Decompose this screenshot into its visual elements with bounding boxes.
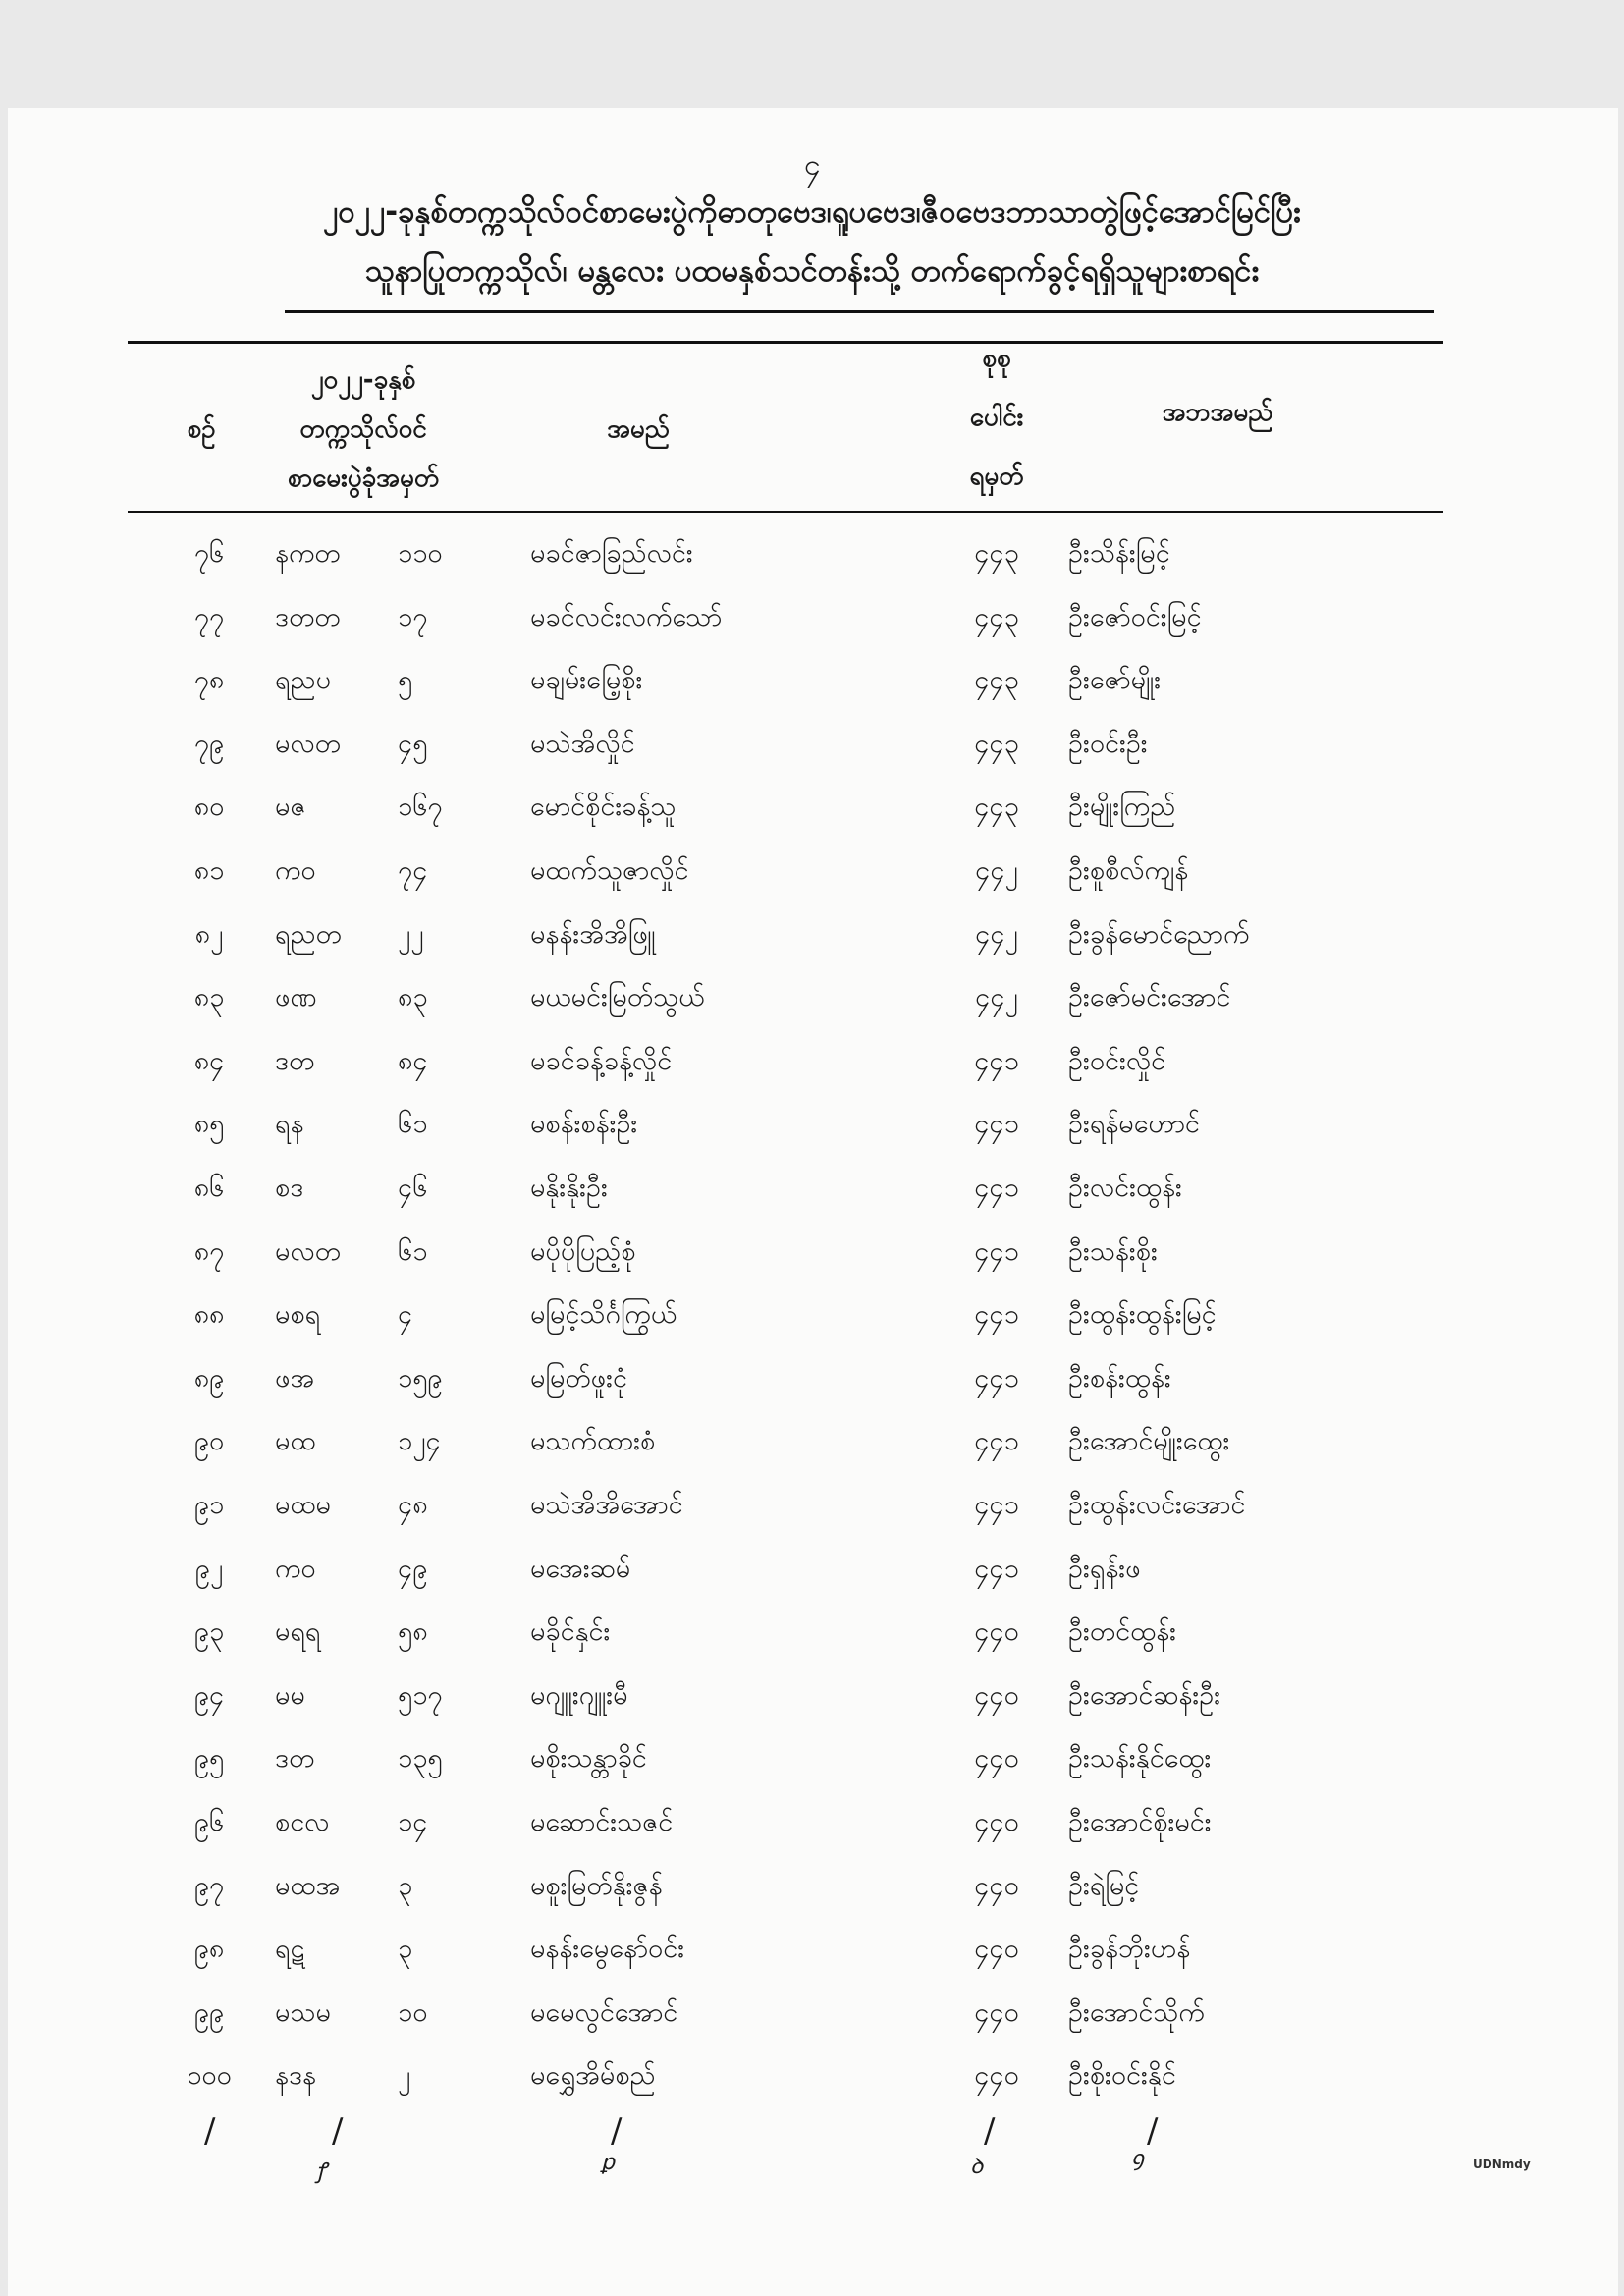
cell-score: ၄၄၀ — [974, 1679, 1019, 1711]
cell-no: ၈၁ — [193, 855, 225, 886]
cell-score: ၄၄၁ — [974, 1173, 1019, 1203]
cell-score: ၄၄၁ — [974, 1299, 1019, 1331]
cell-code: မစရ — [275, 1299, 321, 1331]
signature-initials: ꝯ — [1131, 2147, 1144, 2171]
cell-name: မမြတ်ဖူးငုံ — [530, 1362, 627, 1394]
cell-score: ၄၄၃ — [974, 665, 1019, 696]
cell-name: မစူးမြတ်နိုးဇွန် — [530, 1870, 663, 1901]
cell-number: ၁၁၀ — [398, 538, 443, 569]
cell-code: ရန — [275, 1109, 304, 1140]
cell-number: ၃ — [398, 1870, 413, 1901]
cell-score: ၄၄၀ — [974, 1870, 1019, 1901]
table-row — [0, 776, 1624, 839]
cell-father: ဦးဇော်ဝင်းမြင့် — [1068, 601, 1202, 632]
cell-number: ၆၁ — [398, 1109, 428, 1140]
cell-no: ၇၇ — [193, 601, 225, 632]
cell-father: ဦးဇော်မင်းအောင် — [1068, 982, 1231, 1013]
cell-name: မယမင်းမြတ်သွယ် — [530, 982, 705, 1013]
cell-code: ဖအ — [275, 1362, 315, 1394]
cell-no: ၉၂ — [194, 1553, 224, 1584]
cell-name: မချမ်းမြေ့စိုး — [530, 665, 643, 696]
signature-initials: ꝑ — [601, 2151, 615, 2175]
cell-name: မသဲအိအိအောင် — [530, 1490, 683, 1520]
cell-number: ၅၁၇ — [398, 1679, 443, 1711]
title-rule — [285, 310, 1434, 313]
table-row — [0, 1030, 1624, 1093]
table-row — [0, 840, 1624, 902]
table-row — [0, 649, 1624, 712]
cell-no: ၁၀၀ — [187, 2060, 232, 2092]
cell-father: ဦးအောင်သိုက် — [1068, 1996, 1205, 2028]
cell-name: မအေးဆမ် — [530, 1553, 631, 1584]
table-row — [0, 903, 1624, 966]
cell-score: ၄၄၃ — [974, 792, 1019, 823]
cell-code: မရရ — [275, 1616, 321, 1648]
signature-mark: / — [984, 2111, 996, 2151]
cell-number: ၇၄ — [398, 855, 428, 886]
cell-father: ဦးခွန်မောင်ညောက် — [1068, 918, 1250, 950]
cell-name: မစိုးသန္တာခိုင် — [530, 1743, 647, 1775]
cell-father: ဦးသိန်းမြင့် — [1068, 538, 1170, 569]
cell-father: ဦးသန်းစိုး — [1068, 1235, 1158, 1267]
cell-no: ၉၁ — [193, 1490, 225, 1520]
cell-no: ၇၆ — [193, 538, 225, 569]
cell-no: ၉၀ — [193, 1426, 225, 1457]
cell-father: ဦးရှန်းဖ — [1068, 1553, 1141, 1584]
table-row — [0, 522, 1624, 585]
cell-father: ဦးဝင်းလှိုင် — [1068, 1045, 1166, 1076]
cell-no: ၉၉ — [193, 1996, 225, 2028]
cell-father: ဦးမျိုးကြည် — [1068, 792, 1176, 823]
cell-father: ဦးလင်းထွန်း — [1068, 1173, 1182, 1203]
cell-father: ဦးဝင်းဦး — [1068, 728, 1148, 759]
cell-number: ၁၇ — [398, 601, 428, 632]
cell-score: ၄၄၁ — [974, 1426, 1019, 1457]
cell-code: နကတ — [275, 538, 341, 569]
cell-code: မလတ — [275, 728, 342, 759]
cell-father: ဦးအောင်စိုးမင်း — [1068, 1807, 1212, 1837]
cell-no: ၉၈ — [193, 1934, 225, 1965]
cell-father: ဦးရန်မဟောင် — [1068, 1109, 1200, 1140]
header-score-1: စုစု — [982, 344, 1011, 373]
cell-father: ဦးတင်ထွန်း — [1068, 1616, 1177, 1648]
cell-number: ၈၃ — [398, 982, 428, 1013]
table-row — [0, 1601, 1624, 1664]
header-father: အဘအမည် — [1162, 398, 1273, 427]
header-name: အမည် — [607, 414, 670, 444]
cell-name: မခင်ခန့်ခန့်လှိုင် — [530, 1045, 673, 1076]
signature-mark: / — [1147, 2111, 1159, 2151]
cell-code: ဒတ — [275, 1045, 315, 1076]
signature-initials: ꝭ — [316, 2159, 327, 2184]
cell-code: ကဝ — [275, 855, 316, 886]
cell-number: ၄၆ — [398, 1173, 428, 1203]
page-number: ၄ — [803, 148, 821, 183]
cell-code: စငလ — [275, 1807, 330, 1837]
cell-name: မဂျူးဂျူးမီ — [530, 1679, 628, 1711]
cell-number: ၂၂ — [398, 918, 424, 950]
header-no: စဉ် — [187, 414, 216, 444]
header-top-rule — [128, 341, 1443, 344]
header-score-3: ရမှတ် — [969, 462, 1024, 491]
cell-name: မဆောင်းသဇင် — [530, 1807, 674, 1837]
table-row — [0, 1918, 1624, 1981]
cell-father: ဦးထွန်းထွန်းမြင့် — [1068, 1299, 1217, 1331]
cell-name: မထက်သူဇာလှိုင် — [530, 855, 689, 886]
signature-mark: / — [332, 2111, 344, 2151]
cell-name: မမေလွင်အောင် — [530, 1996, 678, 2028]
header-roll-3: စာမေးပွဲခုံအမှတ် — [287, 464, 440, 493]
cell-number: ၄၅ — [398, 728, 428, 759]
cell-no: ၈၀ — [193, 792, 225, 823]
cell-code: မထအ — [275, 1870, 341, 1901]
cell-no: ၇၉ — [193, 728, 225, 759]
table-row — [0, 1410, 1624, 1473]
cell-number: ၄၉ — [398, 1553, 428, 1584]
cell-score: ၄၄၀ — [974, 1616, 1019, 1648]
cell-father: ဦးသန်းနိုင်ထွေး — [1068, 1743, 1212, 1775]
signature-mark: / — [611, 2111, 623, 2151]
cell-no: ၉၆ — [193, 1807, 225, 1837]
cell-no: ၈၃ — [193, 982, 225, 1013]
cell-no: ၈၇ — [193, 1235, 225, 1267]
cell-no: ၈၉ — [193, 1362, 225, 1394]
cell-code: ရညတ — [275, 918, 342, 950]
table-row — [0, 1538, 1624, 1601]
cell-name: မနန်းအိအိဖြူ — [530, 918, 656, 950]
cell-score: ၄၄၀ — [974, 1996, 1019, 2028]
cell-code: မသမ — [275, 1996, 331, 2028]
table-row — [0, 1474, 1624, 1537]
cell-no: ၈၄ — [193, 1045, 225, 1076]
table-row — [0, 1982, 1624, 2045]
cell-number: ၂ — [398, 2060, 411, 2092]
table-row — [0, 1791, 1624, 1854]
cell-father: ဦးဇော်မျိုး — [1068, 665, 1162, 696]
cell-no: ၉၅ — [193, 1743, 225, 1775]
cell-score: ၄၄၁ — [974, 1235, 1019, 1267]
cell-name: မနိုးနိုးဦး — [530, 1173, 608, 1203]
cell-score: ၄၄၀ — [974, 2060, 1019, 2092]
cell-score: ၄၄၂ — [975, 982, 1018, 1013]
cell-score: ၄၄၁ — [974, 1362, 1019, 1394]
cell-father: ဦးစိုးဝင်းနိုင် — [1068, 2060, 1176, 2092]
cell-score: ၄၄၃ — [974, 728, 1019, 759]
title-line-2: သူနာပြုတက္ကသိုလ်၊ မန္တလေး ပထမနှစ်သင်တန်းသို့ တက်ရောက်ခွင့်ရရှိသူများစာရင်း — [364, 253, 1260, 289]
cell-father: ဦးအောင်ဆန်းဦး — [1068, 1679, 1221, 1711]
cell-number: ၁၆၇ — [398, 792, 443, 823]
cell-name: မခိုင်နှင်း — [530, 1616, 611, 1648]
cell-code: ရညပ — [275, 665, 332, 696]
cell-score: ၄၄၃ — [974, 601, 1019, 632]
cell-score: ၄၄၀ — [974, 1743, 1019, 1775]
cell-score: ၄၄၀ — [974, 1807, 1019, 1837]
cell-no: ၈၈ — [193, 1299, 225, 1331]
cell-number: ၄၈ — [398, 1490, 428, 1520]
header-bottom-rule — [128, 511, 1443, 513]
cell-father: ဦးထွန်းလင်းအောင် — [1068, 1490, 1246, 1520]
cell-score: ၄၄၃ — [974, 538, 1019, 569]
cell-no: ၈၅ — [193, 1109, 225, 1140]
table-row — [0, 1347, 1624, 1410]
cell-number: ၅ — [398, 665, 413, 696]
table-row — [0, 1727, 1624, 1790]
cell-name: မစန်းစန်းဦး — [530, 1109, 638, 1140]
cell-no: ၇၈ — [193, 665, 225, 696]
cell-code: မမ — [275, 1679, 305, 1711]
cell-father: ဦးရဲမြင့် — [1068, 1870, 1140, 1901]
cell-no: ၉၇ — [193, 1870, 225, 1901]
title-line-1: ၂၀၂၂-ခုနှစ်တက္ကသိုလ်ဝင်စာမေးပွဲကိုဓာတုဗေဒ၊ရူပဗေဒ၊ဇီဝဗေဒဘာသာတွဲဖြင့်အောင်မြင်ပြီး — [323, 194, 1301, 230]
cell-code: မထမ — [275, 1490, 331, 1520]
table-row — [0, 1157, 1624, 1220]
table-row — [0, 1284, 1624, 1346]
table-row — [0, 713, 1624, 776]
cell-no: ၈၂ — [194, 918, 224, 950]
cell-name: မောင်စိုင်းခန့်သူ — [530, 792, 677, 823]
cell-score: ၄၄၂ — [975, 918, 1018, 950]
cell-father: ဦးခွန်ဘိုးဟန် — [1068, 1934, 1191, 1965]
cell-number: ၅၈ — [398, 1616, 428, 1648]
header-roll-1: ၂၀၂၂-ခုနှစ် — [310, 365, 416, 395]
cell-number: ၁၅၉ — [398, 1362, 443, 1394]
cell-name: မသက်ထားစံ — [530, 1426, 656, 1457]
table-row — [0, 1221, 1624, 1284]
table-row — [0, 1665, 1624, 1727]
cell-number: ၃ — [398, 1934, 413, 1965]
header-roll-2: တက္ကသိုလ်ဝင် — [299, 414, 427, 444]
cell-score: ၄၄၁ — [974, 1553, 1019, 1584]
cell-score: ၄၄၁ — [974, 1109, 1019, 1140]
cell-number: ၁၀ — [398, 1996, 428, 2028]
cell-name: မပိုပိုပြည့်စုံ — [530, 1235, 636, 1267]
cell-code: ရဋ — [275, 1934, 305, 1965]
cell-code: မဇ — [275, 792, 306, 823]
cell-code: ကဝ — [275, 1553, 316, 1584]
cell-father: ဦးစန်းထွန်း — [1068, 1362, 1171, 1394]
header-score-2: ပေါင်း — [969, 403, 1024, 432]
cell-code: ဒတတ — [275, 601, 341, 632]
cell-score: ၄၄၂ — [975, 855, 1018, 886]
cell-score: ၄၄၁ — [974, 1045, 1019, 1076]
signature-initials: ꝺ — [970, 2155, 984, 2179]
table-row — [0, 966, 1624, 1029]
table-row — [0, 2045, 1624, 2107]
cell-father: ဦးစူစီလ်ကျန် — [1068, 855, 1189, 886]
cell-number: ၆၁ — [398, 1235, 428, 1267]
cell-number: ၁၄ — [398, 1807, 428, 1837]
cell-number: ၁၂၄ — [398, 1426, 441, 1457]
cell-code: မလတ — [275, 1235, 342, 1267]
cell-no: ၈၆ — [193, 1173, 225, 1203]
cell-father: ဦးအောင်မျိုးထွေး — [1068, 1426, 1230, 1457]
cell-code: မထ — [275, 1426, 316, 1457]
cell-no: ၉၃ — [193, 1616, 225, 1648]
cell-code: ဒတ — [275, 1743, 315, 1775]
cell-name: မခင်ဇာခြည်လင်း — [530, 538, 693, 569]
cell-code: ဖဏ — [275, 982, 317, 1013]
cell-score: ၄၄၀ — [974, 1934, 1019, 1965]
cell-code: နဒန — [275, 2060, 317, 2092]
cell-name: မမြင့်သိင်္ဂကြွယ် — [530, 1299, 677, 1331]
cell-name: မနန်းမွေနော်ဝင်း — [530, 1934, 685, 1965]
cell-number: ၁၃၅ — [398, 1743, 443, 1775]
cell-score: ၄၄၁ — [974, 1490, 1019, 1520]
cell-code: စဒ — [275, 1173, 304, 1203]
cell-number: ၄ — [398, 1299, 413, 1331]
cell-name: မခင်လင်းလက်သော် — [530, 601, 723, 632]
cell-name: မရွှေအိမ်စည် — [530, 2060, 656, 2092]
cell-no: ၉၄ — [193, 1679, 225, 1711]
cell-number: ၈၄ — [398, 1045, 428, 1076]
table-row — [0, 586, 1624, 649]
cell-name: မသဲအိလှိုင် — [530, 728, 635, 759]
table-row — [0, 1855, 1624, 1918]
signature-mark: / — [204, 2111, 216, 2151]
table-row — [0, 1093, 1624, 1156]
watermark: UDNmdy — [1473, 2158, 1531, 2171]
